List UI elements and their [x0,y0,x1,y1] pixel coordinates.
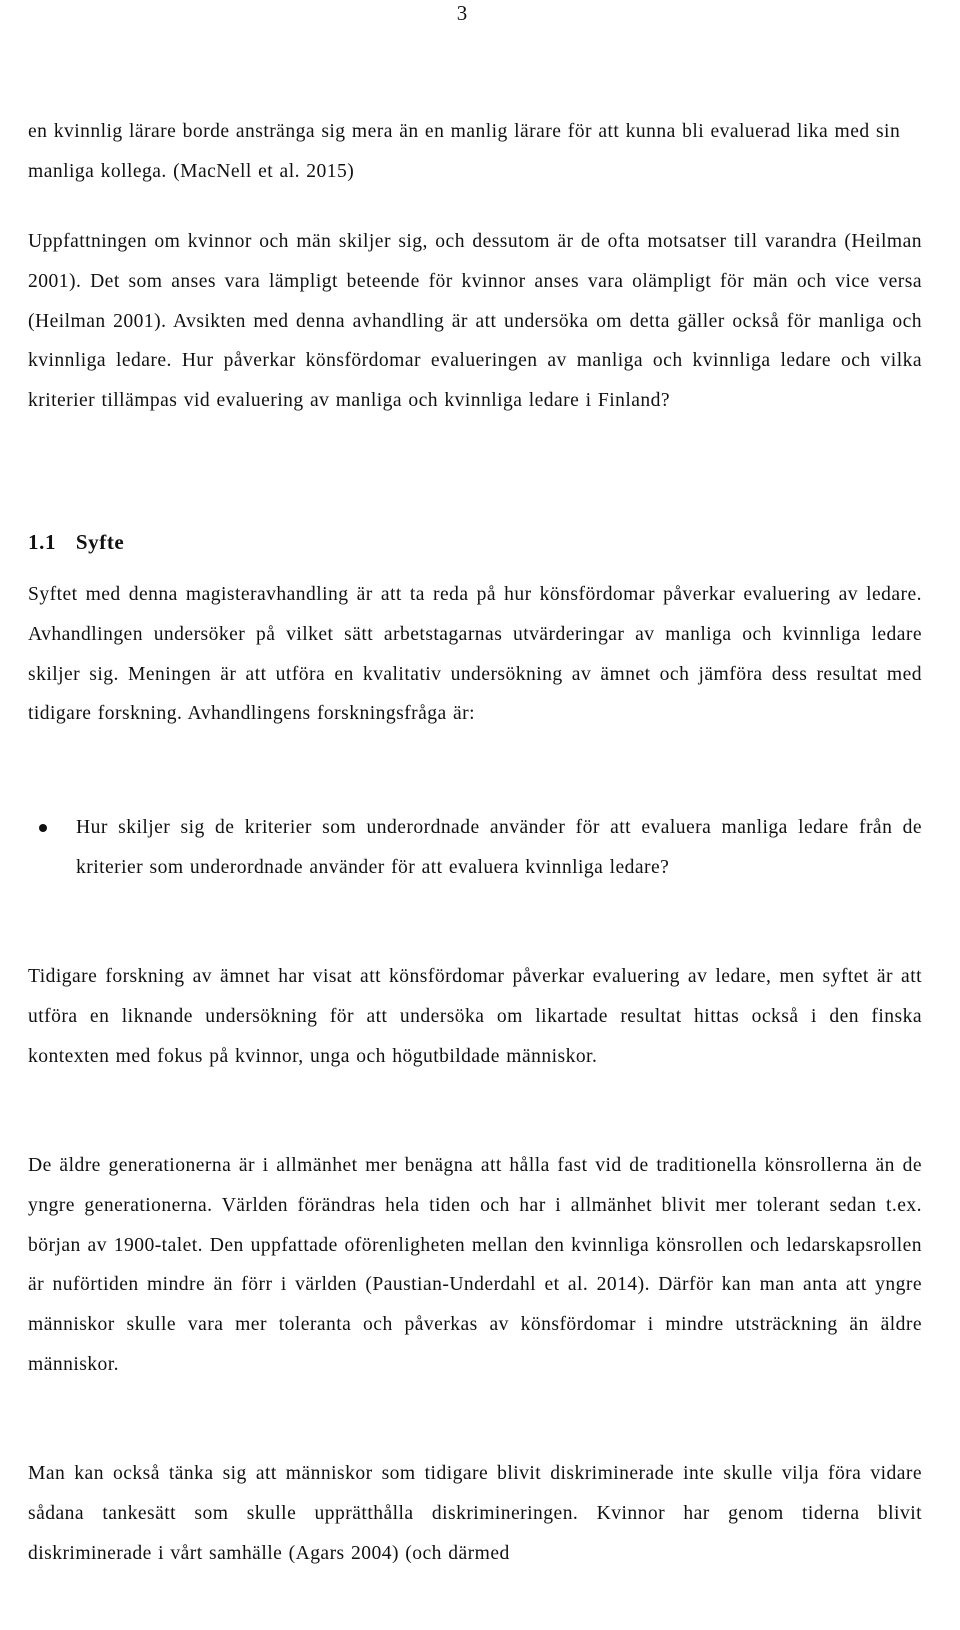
paragraph-perceptions: Uppfattningen om kvinnor och män skiljer sig, och dessutom är de ofta motsatser till varandra (Heilman 2001). Det som anses vara lämpligt beteende för kvinnor anses vara olämpligt för män och vice versa (Heilman 2001). Avsikten med denna avhandling är att undersöka om detta gäller också för manliga och kvinnliga ledare. Hur påverkar könsfördomar evalueringen av manliga och kvinnliga ledare och vilka kriterier tillämpas vid evaluering av manliga och kvinnliga ledare i Finland? [28,231,922,412]
paragraph-discrimination: Man kan också tänka sig att människor som tidigare blivit diskriminerade inte skulle vilja föra vidare sådana tankesätt som skulle upprätthålla diskrimineringen. Kvinnor har genom tiderna blivit diskriminerade i vårt samhälle (Agars 2004) (och därmed [28,1463,922,1564]
section-number: 1.1 [28,530,57,554]
paragraph-generations: De äldre generationerna är i allmänhet mer benägna att hålla fast vid de traditionella könsrollerna än de yngre generationerna. Världen förändras hela tiden och har i allmänhet blivit mer tolerant sedan t.ex. början av 1900-talet. Den uppfattade oförenligheten mellan den kvinnliga könsrollen och ledarskapsrollen är nuförtiden mindre än förr i världen (Paustian-Underdahl et al. 2014). Därför kan man anta att yngre människor skulle vara mer toleranta och påverkas av könsfördomar i mindre utsträckning än äldre människor. [28,1155,922,1375]
section-heading [28,522,124,562]
research-question-bullet [28,808,922,888]
section-title: Syfte [75,530,125,554]
research-question-text: Hur skiljer sig de kriterier som underordnade använder för att evaluera manliga ledare från de kriterier som underordnade använder för att evaluera kvinnliga ledare? [76,817,922,878]
page-number: 3 [456,1,468,25]
bullet-icon [39,824,47,832]
paragraph-purpose: Syftet med denna magisteravhandling är att ta reda på hur könsfördomar påverkar evaluering av ledare. Avhandlingen undersöker på vilket sätt arbetstagarnas utvärderingar av manliga och kvinnliga ledare skiljer sig. Meningen är att utföra en kvalitativ undersökning av ämnet och jämföra dess resultat med tidigare forskning. Avhandlingens forskningsfråga är: [28,584,922,725]
paragraph-previous-research: Tidigare forskning av ämnet har visat att könsfördomar påverkar evaluering av ledare, men syftet är att utföra en liknande undersökning för att undersöka om likartade resultat hittas också i den finska kontexten med fokus på kvinnor, unga och högutbildade människor. [28,966,922,1067]
paragraph-intro-continuation: en kvinnlig lärare borde anstränga sig mera än en manlig lärare för att kunna bli evaluerad lika med sin manliga kollega. (MacNell et al. 2015) [28,121,901,182]
